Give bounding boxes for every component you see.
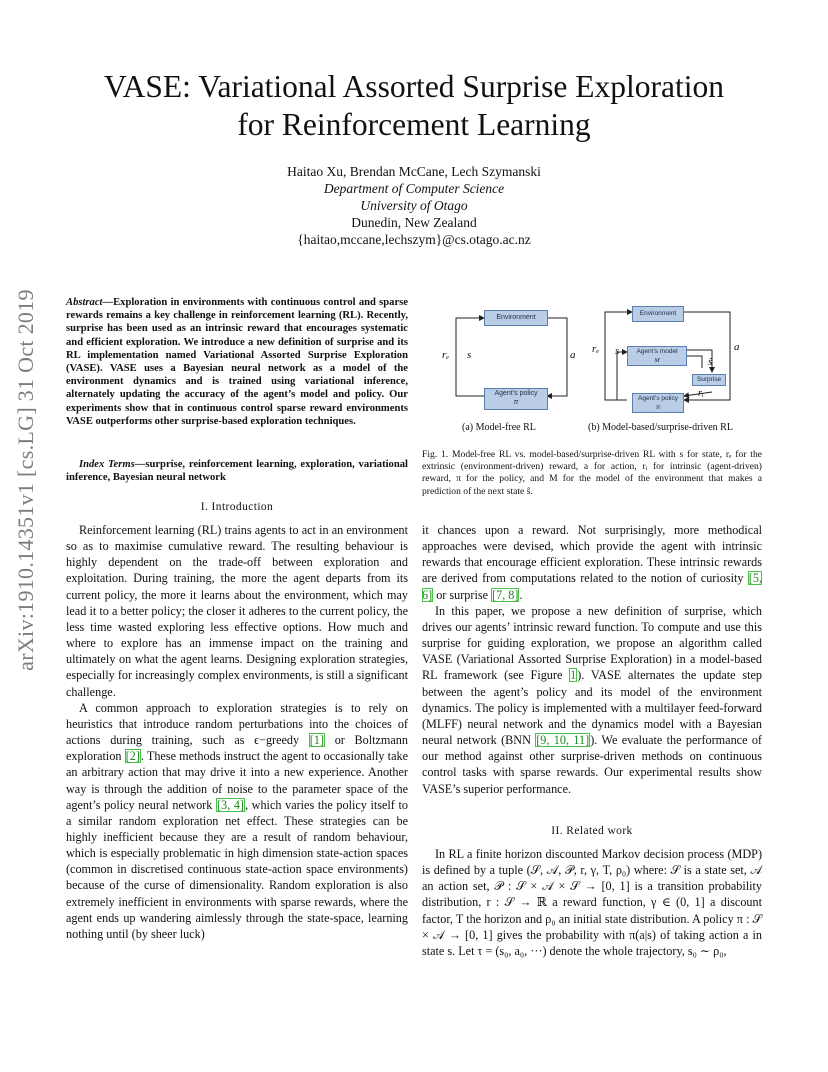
environment-box-right: Environment bbox=[632, 306, 684, 322]
text-run: or surprise bbox=[433, 587, 492, 602]
intro-paragraph-3 bbox=[422, 603, 762, 797]
location: Dunedin, New Zealand bbox=[351, 215, 477, 230]
abstract-text: —Exploration in environments with continuous control and sparse rewards remains a key challenge in reinforcement learning (RL). Recently, surprise has been used as an intrinsic reward that encourages systematic and efficient exploration. We introduce a new definition of surprise and its RL implementation named Variational Assorted Surprise Exploration (VASE). VASE uses a Bayesian neural network as a model of the environment dynamics and is trained using variational inference, alternately updating the accuracy of the agent’s model and policy. Our experiments show that in continuous control sparse reward environments VASE outperforms other surprise-based exploration techniques. bbox=[66, 297, 408, 427]
section-heading-related-work: II. Related work bbox=[551, 825, 633, 837]
intro-right-column bbox=[422, 522, 762, 797]
text-run: . bbox=[519, 587, 523, 602]
index-terms bbox=[66, 458, 408, 484]
citation-link[interactable]: [2] bbox=[125, 749, 140, 764]
title-line-1: VASE: Variational Assorted Surprise Exploration bbox=[103, 69, 725, 104]
figure-1-caption: Fig. 1. Model-free RL vs. model-based/surprise-driven RL with s for state, rₑ for the extrinsic (environment-driven) reward, a for action, rᵢ for intrinsic (agent-driven) reward, π for the policy, and M for the model of the environment that makes a prediction of the next state ŝ. bbox=[422, 449, 762, 497]
title-line-2: for Reinforcement Learning bbox=[237, 107, 591, 142]
surprise-box: Surprise bbox=[692, 374, 726, 386]
citation-link[interactable]: [7, 8] bbox=[492, 587, 519, 602]
pi-symbol-right: π bbox=[655, 404, 661, 411]
a-label-right: a bbox=[734, 341, 740, 353]
text-run: or Boltzmann exploration bbox=[66, 733, 408, 764]
s-hat-label: ŝ bbox=[708, 356, 713, 368]
policy-box-left bbox=[484, 388, 548, 410]
index-terms-text: —surprise, reinforcement learning, exploration, variational inference, Bayesian neural network bbox=[66, 459, 408, 484]
author-block bbox=[200, 163, 628, 248]
author-names: Haitao Xu, Brendan McCane, Lech Szymanski bbox=[287, 164, 541, 179]
related-work-column bbox=[422, 846, 762, 959]
paper-title bbox=[60, 68, 768, 144]
intro-paragraph-continued bbox=[422, 522, 762, 603]
subcaption-b: (b) Model-based/surprise-driven RL bbox=[588, 422, 733, 433]
index-terms-lead: Index Terms bbox=[79, 459, 135, 470]
re-label-left: rₑ bbox=[442, 349, 450, 361]
text-run: ). VASE alternates the update step between the agent’s policy and its model of the environment dynamics. The policy is implemented with a multilayer feed-forward (MLFF) neural network and the dynamics model with a Bayesian neural network (BNN bbox=[422, 668, 762, 748]
pi-symbol-left: π bbox=[513, 399, 519, 406]
university: University of Otago bbox=[360, 198, 468, 213]
s-label-left: s bbox=[467, 349, 472, 361]
intro-left-column bbox=[66, 522, 408, 942]
citation-link[interactable]: [5, 6] bbox=[422, 571, 762, 602]
text-run: In this paper, we propose a new definition of surprise, which drives our agents’ intrinsic reward function. To compute and use this surprise for guiding exploration, we propose an algorithm called VASE (Variational Assorted Surprise Exploration) in a model-based RL framework (see Figure bbox=[422, 603, 762, 683]
model-box-right bbox=[627, 346, 687, 366]
arxiv-stamp bbox=[8, 290, 44, 670]
M-symbol: M bbox=[654, 357, 660, 364]
ri-label: rᵢ bbox=[698, 388, 704, 399]
text-run: ). We evaluate the performance of our method against other surprise-driven methods on continuous control tasks with sparse rewards. Our experimental results show VASE’s superior performance. bbox=[422, 733, 762, 796]
abstract bbox=[66, 296, 408, 428]
left-diagram-arrows bbox=[456, 318, 567, 396]
citation-link[interactable]: [3, 4] bbox=[216, 797, 244, 812]
abstract-lead: Abstract bbox=[66, 297, 103, 308]
figure-1 bbox=[422, 296, 762, 446]
figure-link[interactable]: 1 bbox=[570, 668, 577, 683]
policy-label-right: Agent’s policy bbox=[638, 395, 678, 402]
text-run: . These methods instruct the agent to occasionally take an arbitrary action that may drive it into a new experience. Another way is through the addition of noise to the parameter space of the agent’s policy neural network bbox=[66, 749, 408, 812]
text-run: , which varies the policy itself to a similar random exploration net effect. These strategies can be highly inefficient because they are a result of random behaviour, which is especially problematic in high dimension state-action spaces (common in discretised continuous state-action space environments) because of the curse of dimensionality. Random exploration is also extremely inefficient in environments with sparse rewards, where the agent ends up wandering aimlessly through the state-space, learning nothing until (by sheer luck) bbox=[66, 797, 408, 941]
re-label-right: rₑ bbox=[592, 343, 600, 355]
s-label-right: s bbox=[615, 345, 620, 357]
policy-label-left: Agent’s policy bbox=[494, 390, 538, 397]
a-label-left: a bbox=[570, 349, 576, 361]
section-heading-introduction: I. Introduction bbox=[200, 501, 274, 513]
text-run: it chances upon a reward. Not surprisingly, more methodical approaches were devised, which provide the agent with intrinsic rewards that encourage efficient exploration. These intrinsic rewards are derived from computations related to the notion of curiosity bbox=[422, 523, 762, 586]
department: Department of Computer Science bbox=[323, 181, 505, 196]
intro-paragraph-1: Reinforcement learning (RL) trains agents to act in an environment so as to maximise cumulative reward. The resulting behaviour is highly dependent on the trade-off between exploration and exploitation. During training, the more the agent departs from its current policy, the more it learns about the environment, which may lead it to a better policy; the closer it adheres to the current policy, the less time wasted exploring less effective options. How much and where to explore has an immense impact on the training and ultimately on what the agent learns. Designing exploration strategies, especially for increasingly complex environments, is still a significant challenge. bbox=[66, 523, 408, 699]
citation-link[interactable]: [9, 10, 11] bbox=[536, 733, 590, 748]
model-label: Agent’s model bbox=[636, 348, 678, 355]
related-paragraph-1: In RL a finite horizon discounted Markov decision process (MDP) is defined by a tuple (𝒮, 𝒜, 𝒫, r, γ, T, ρ₀) where: 𝒮 is a state set, 𝒜 an action set, 𝒫 : 𝒮 × 𝒜 × 𝒮 → [0, 1] is a transition probability distribution, r : 𝒮 → ℝ a reward function, γ ∈ (0, 1] a discount factor, T the horizon and ρ₀ an initial state distribution. A policy π : 𝒮 × 𝒜 → [0, 1] gives the probability with π(a|s) of taking action a in state s. Let τ = (s₀, a₀, ···) denote the whole trajectory, s₀ ∼ ρ₀, bbox=[422, 847, 762, 958]
email: {haitao,mccane,lechszym}@cs.otago.ac.nz bbox=[297, 232, 531, 247]
subcaption-a: (a) Model-free RL bbox=[462, 422, 536, 433]
policy-box-right bbox=[632, 393, 684, 413]
intro-paragraph-2 bbox=[66, 700, 408, 942]
text-run: A common approach to exploration strategies is to rely on heuristics that introduce random perturbations into the choices of actions during training, such as ϵ−greedy bbox=[66, 700, 408, 748]
citation-link[interactable]: [1] bbox=[309, 733, 325, 748]
environment-box-left: Environment bbox=[484, 310, 548, 326]
arxiv-id: arXiv:1910.14351v1 [cs.LG] 31 Oct 2019 bbox=[13, 289, 38, 671]
